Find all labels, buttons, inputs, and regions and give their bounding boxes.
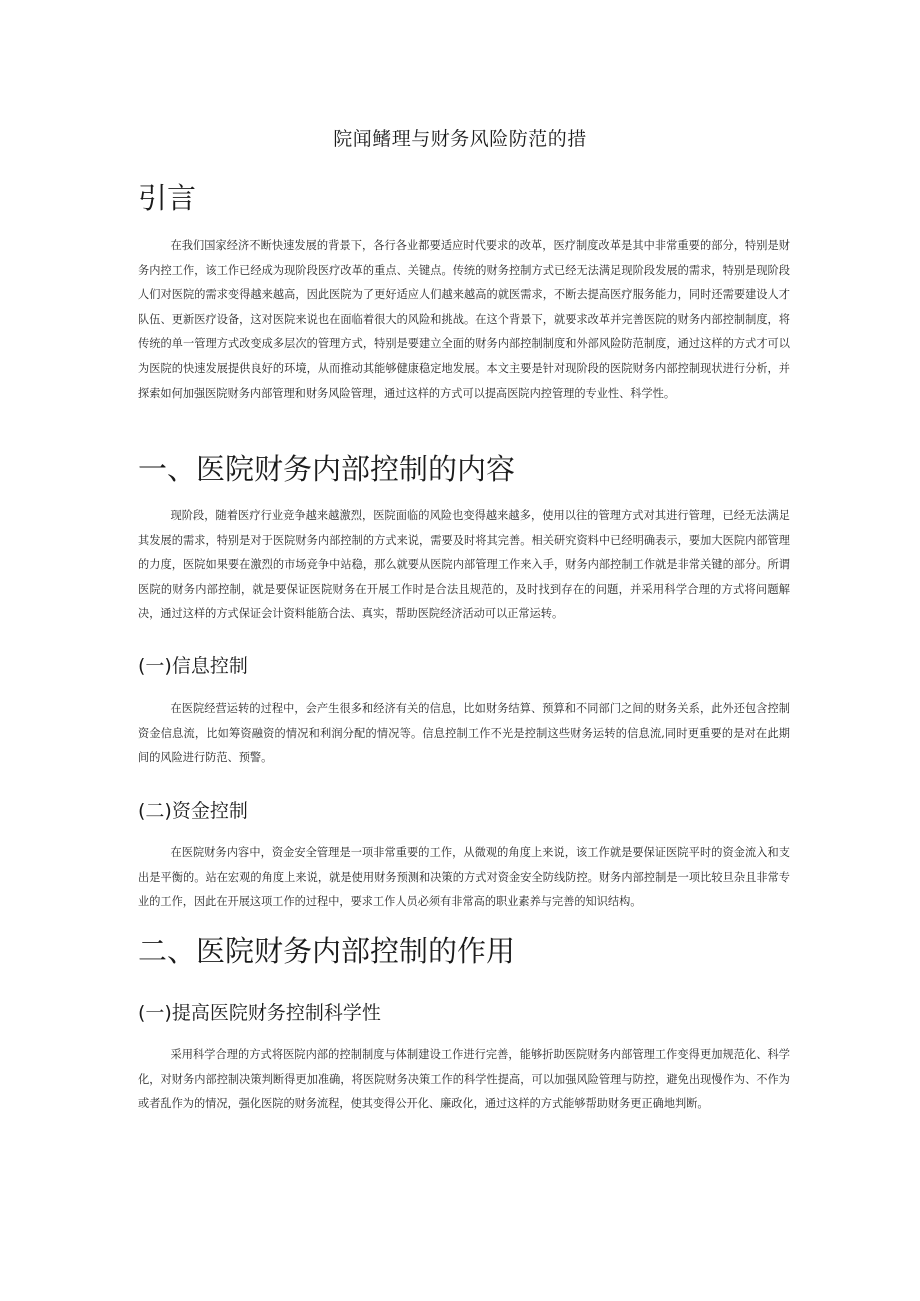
paragraph-section-1-sub-2: 在医院财务内容中，资金安全管理是一项非常重要的工作，从微观的角度上来说，该工作就是要保证医院平时的资金流入和支出是平衡的。站在宏观的角度上来说，就是使用财务预测和决策的方式对资金安全防线防控。财务内部控制是一项比较旦杂且非常专业的工作，因此在开展这项工作的过程中，要求工作人员必须有非常高的职业素养与完善的知识结构。 [138,846,790,909]
paragraph-section-1: 现阶段，随着医疗行业竞争越来越激烈，医院面临的风险也变得越来越多，使用以往的管理方式对其进行管理，已经无法满足其发展的需求，特别是对于医院财务内部控制的方式来说，需要及时将其完善。相关研究资料中已经明确表示，要加大医院内部管理的力度，医院如果要在激烈的市场竞争中站稳，那么就要从医院内部管理工作来入手，财务内部控制工作就是非常关键的部分。所谓医院的财务内部控制，就是要保证医院财务在开展工作时是合法且规范的，及时找到存在的问题，并采用科学合理的方式将问题解决，通过这样的方式保证会计资料能筋合法、真实，帮助医院经济活动可以正常运转。 [138,509,790,621]
heading-section-1-sub-2: (二)资金控制 [138,800,248,822]
heading-section-1-sub-1: (一)信息控制 [138,655,248,677]
paragraph-section-1-sub-1: 在医院经营运转的过程中，会产生很多和经济有关的信息，比如财务结算、预算和不同部门之间的财务关系，此外还包含控制资金信息流，比如筹资融资的情况和利润分配的情况等。信息控制工作不光是控制这些财务运转的信息流,同时更重要的是对在此期间的风险进行防范、预警。 [138,702,790,765]
document-title: 院闻鳍理与财务风险防范的措 [333,128,587,150]
heading-intro: 引言 [138,181,197,215]
paragraph-section-2-sub-1: 采用科学合理的方式将医院内部的控制制度与体制建设工作进行完善，能够折助医院财务内部管理工作变得更加规范化、科学化，对财务内部控制决策判断得更加准确，将医院财务决策工作的科学性提高，可以加强风险管理与防控，避免出现慢作为、不作为或者乱作为的情况，强化医院的财务流程，使其变得公开化、廉政化，通过这样的方式能够帮助财务更正确地判断。 [138,1048,790,1111]
heading-section-1: 一、医院财务内部控制的内容 [138,452,516,486]
heading-section-2: 二、医院财务内部控制的作用 [138,934,516,968]
heading-section-2-sub-1: (一)提高医院财务控制科学性 [138,1002,381,1024]
paragraph-intro: 在我们国家经济不断快速发展的背景下，各行各业都要适应时代要求的改革，医疗制度改革是其中非常重要的部分，特别是财务内控工作，该工作已经成为现阶段医疗改革的重点、关键点。传统的财务控制方式已经无法满足现阶段发展的需求，特别是现阶段人们对医院的需求变得越来越高，因此医院为了更好适应人们越来越高的就医需求，不断去提高医疗服务能力，同时还需要建设人才队伍、更新医疗设备，这对医院来说也在面临着很大的风险和挑战。在这个背景下，就要求改革并完善医院的财务内部控制制度，将传统的单一管理方式改变成多层次的管理方式，特别是要建立全面的财务内部控制制度和外部风险防范制度，通过这样的方式才可以为医院的快速发展提供良好的环境，从而推动其能够健康稳定地发展。本文主要是针对现阶段的医院财务内部控制现状进行分析，并探索如何加强医院财务内部管理和财务风险管理，通过这样的方式可以提高医院内控管理的专业性、科学性。 [138,239,790,400]
